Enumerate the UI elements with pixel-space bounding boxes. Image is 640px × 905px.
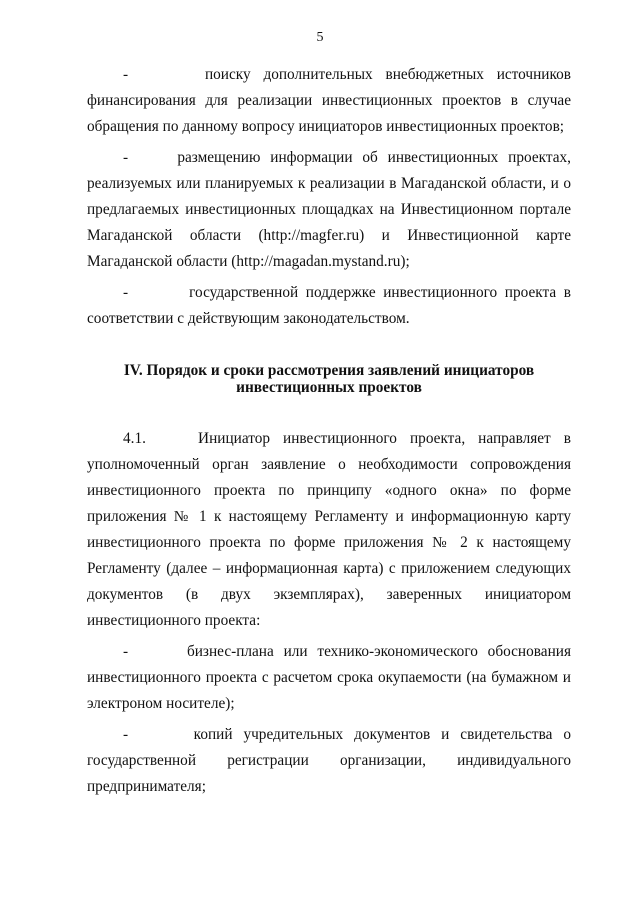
- bullet-paragraph-information: - размещению информации об инвестиционных проектах, реализуемых или планируемых к реализации в Магаданской области, и о предлагаемых инвестиционных площадках на Инвестиционном портале Магаданской области (http://magfer.ru) и Инвестиционной карте Магаданской области (http://magadan.mystand.ru);: [87, 149, 571, 270]
- section-heading: [87, 362, 571, 396]
- document-body: [87, 62, 571, 805]
- bullet-paragraph-founding-documents: - копий учредительных документов и свидетельства о государственной регистрации организации, индивидуального предпринимателя;: [87, 726, 571, 795]
- clause-paragraph-4-1: 4.1. Инициатор инвестиционного проекта, направляет в уполномоченный орган заявление о необходимости сопровождения инвестиционного проекта по принципу «одного окна» по форме приложения № 1 к настоящему Регламенту и информационную карту инвестиционного проекта по форме приложения № 2 к настоящему Регламенту (далее – информационная карта) с приложением следующих документов (в двух экземплярах), заверенных инициатором инвестиционного проекта:: [87, 430, 571, 629]
- section-heading-line-2: инвестиционных проектов: [236, 379, 422, 396]
- section-heading-line-1: IV. Порядок и сроки рассмотрения заявлений инициаторов: [123, 362, 535, 379]
- bullet-paragraph-state-support: - государственной поддержке инвестиционного проекта в соответствии с действующим законодательством.: [87, 284, 571, 327]
- bullet-paragraph-funding: - поиску дополнительных внебюджетных источников финансирования для реализации инвестиционных проектов в случае обращения по данному вопросу инициаторов инвестиционных проектов;: [87, 66, 571, 135]
- bullet-paragraph-business-plan: - бизнес-плана или технико-экономического обоснования инвестиционного проекта с расчетом срока окупаемости (на бумажном и электроном носителе);: [87, 643, 571, 712]
- page-number: 5: [316, 30, 324, 45]
